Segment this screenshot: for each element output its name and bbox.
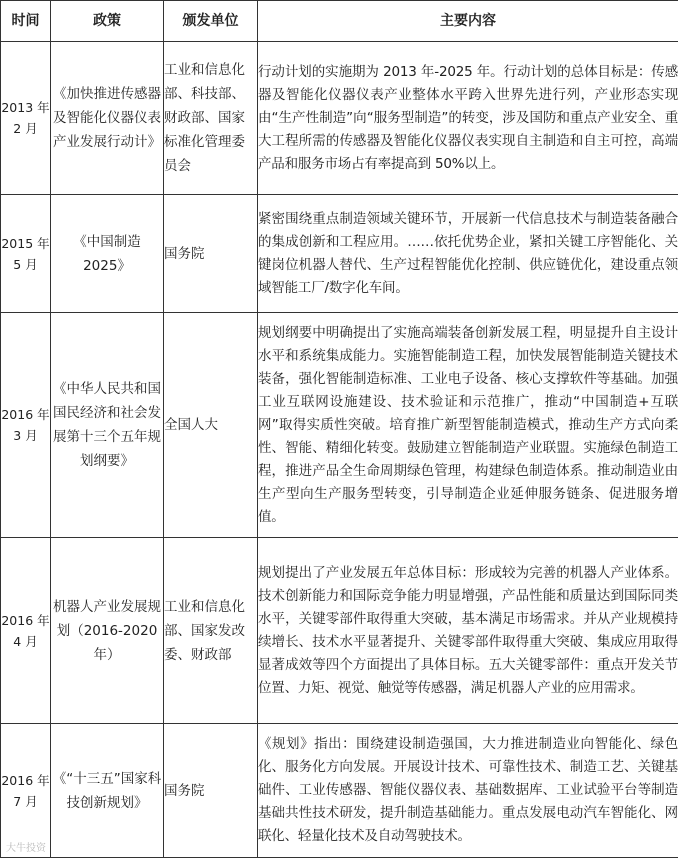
row-time: 2016 年 7 月 [1, 724, 51, 858]
row-policy: 《加快推进传感器及智能化仪器仪表产业发展行动计》 [51, 42, 164, 195]
table-row [1, 195, 678, 313]
row-content: 规划纲要中明确提出了实施高端装备创新发展工程，明显提升自主设计水平和系统集成能力。实施智能制造工程，加快发展智能制造关键技术装备，强化智能制造标准、工业电子设备、核心支撑软件等基础。加强工业互联网设施建设、技术验证和示范推广，推动“中国制造+互联网”取得实质性突破。培育推广新型智能制造模式，推动生产方式向柔性、智能、精细化转变。鼓励建立智能制造产业联盟。实施绿色制造工程，推进产品全生命周期绿色管理，构建绿色制造体系。推动制造业由生产型向生产服务型转变，引导制造企业延伸服务链条、促进服务增值。 [258, 313, 678, 538]
table-row [1, 724, 678, 858]
row-issuer: 国务院 [164, 724, 258, 858]
row-content: 《规划》指出：围绕建设制造强国，大力推进制造业向智能化、绿色化、服务化方向发展。开展设计技术、可靠性技术、制造工艺、关键基础件、工业传感器、智能仪器仪表、基础数据库、工业试验平台等制造基础共性技术研发，提升制造基础能力。重点发展电动汽车智能化、网联化、轻量化技术及自动驾驶技术。 [258, 724, 678, 858]
table-row [1, 42, 678, 195]
row-issuer: 全国人大 [164, 313, 258, 538]
table-row [1, 313, 678, 538]
row-policy: 《“十三五”国家科技创新规划》 [51, 724, 164, 858]
row-content: 紧密围绕重点制造领域关键环节，开展新一代信息技术与制造装备融合的集成创新和工程应用。……依托优势企业，紧扣关键工序智能化、关键岗位机器人替代、生产过程智能优化控制、供应链优化，建设重点领域智能工厂/数字化车间。 [258, 195, 678, 313]
watermark-text: 大牛投资 [6, 843, 46, 854]
row-time: 2016 年 4 月 [1, 538, 51, 724]
row-content: 规划提出了产业发展五年总体目标：形成较为完善的机器人产业体系。技术创新能力和国际竞争能力明显增强，产品性能和质量达到国际同类水平，关键零部件取得重大突破，基本满足市场需求。并从产业规模持续增长、技术水平显著提升、关键零部件取得重大突破、集成应用取得显著成效等四个方面提出了具体目标。五大关键零部件：重点开发关节位置、力矩、视觉、触觉等传感器，满足机器人产业的应用需求。 [258, 538, 678, 724]
row-policy: 机器人产业发展规划（2016-2020 年） [51, 538, 164, 724]
row-time: 2016 年 3 月 [1, 313, 51, 538]
table-row [1, 538, 678, 724]
header-issuer: 颁发单位 [164, 1, 258, 42]
header-content: 主要内容 [258, 1, 678, 42]
row-policy: 《中国制造 2025》 [51, 195, 164, 313]
row-content: 行动计划的实施期为 2013 年-2025 年。行动计划的总体目标是：传感器及智能化仪器仪表产业整体水平跨入世界先进行列，产业形态实现由“生产性制造”向“服务型制造”的转变，涉及国防和重点产业安全、重大工程所需的传感器及智能化仪器仪表实现自主制造和自主可控，高端产品和服务市场占有率提高到 50%以上。 [258, 42, 678, 195]
row-issuer: 工业和信息化部、国家发改委、财政部 [164, 538, 258, 724]
row-issuer: 工业和信息化部、科技部、财政部、国家标准化管理委员会 [164, 42, 258, 195]
table-header-row [1, 1, 678, 42]
row-time: 2013 年 2 月 [1, 42, 51, 195]
row-time: 2015 年 5 月 [1, 195, 51, 313]
header-time: 时间 [1, 1, 51, 42]
row-issuer: 国务院 [164, 195, 258, 313]
header-policy: 政策 [51, 1, 164, 42]
row-policy: 《中华人民共和国国民经济和社会发展第十三个五年规划纲要》 [51, 313, 164, 538]
